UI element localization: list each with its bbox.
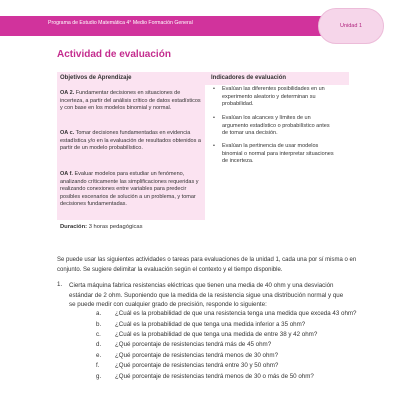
bullet-icon: •	[213, 143, 215, 149]
option-letter: g.	[96, 373, 102, 380]
objective-code: OA c.	[60, 130, 75, 136]
page-header	[0, 8, 400, 44]
option-letter: c.	[96, 331, 101, 338]
option-letter: d.	[96, 341, 102, 348]
duration	[60, 224, 143, 230]
option-text: ¿Qué porcentaje de resistencias tendrá entre 30 y 50 ohm?	[115, 362, 279, 369]
intro-paragraph: Se puede usar las siguientes actividades o tareas para evaluaciones de la unidad 1, cada una por sí misma o en conjunto. Se sugiere delimitar la evaluación según el contexto y el tiempo disponible.	[57, 257, 357, 273]
indicators-column	[209, 85, 349, 220]
table-header-row	[57, 72, 349, 85]
option-text: ¿Qué porcentaje de resistencias tendrá menos de 30 ohm?	[115, 352, 279, 359]
indicator-text: Evalúan los alcances y límites de un argumento estadístico o probabilístico antes de tomar una decisión.	[222, 115, 330, 137]
unit-badge	[318, 8, 384, 44]
objective-text: Evaluar modelos para estudiar un fenómeno, analizando críticamente las simplificaciones requeridas y realizando conexiones entre variables para predecir posibles escenarios de solución a un problema, y tomar decisiones fundamentadas.	[60, 171, 199, 208]
indicator-item	[209, 115, 349, 138]
program-title: Programa de Estudio Matemática 4° Medio Formación General	[48, 20, 193, 26]
indicator-text: Evalúan la pertinencia de usar modelos binomial o normal para interpretar situaciones de incerteza.	[222, 143, 334, 165]
option-text: ¿Cuál es la probabilidad de que una resistencia tenga una medida que exceda 43 ohm?	[115, 310, 357, 317]
option-letter: e.	[96, 352, 102, 359]
duration-value: 3 horas pedagógicas	[88, 224, 143, 230]
objective-code: OA 2.	[60, 90, 75, 96]
objectives-header: Objetivos de Aprendizaje	[60, 75, 132, 81]
question-number: 1.	[57, 281, 63, 288]
bullet-icon: •	[213, 115, 215, 121]
objective-item	[60, 130, 202, 153]
objective-text: Fundamentar decisiones en situaciones de incerteza, a partir del análisis crítico de datos estadísticos y con base en los modelos binomial y normal.	[60, 90, 201, 112]
objective-item	[60, 171, 202, 209]
objective-text: Tomar decisiones fundamentadas en evidencia estadística y/o en la evaluación de resultados obtenidos a partir de un modelo probabilístico.	[60, 130, 201, 152]
option-text: ¿Cuál es la probabilidad de que tenga una medida inferior a 35 ohm?	[115, 321, 306, 328]
option-letter: b.	[96, 321, 102, 328]
objective-code: OA f.	[60, 171, 73, 177]
bullet-icon: •	[213, 86, 215, 92]
objective-item	[60, 90, 202, 113]
option-text: ¿Cuál es la probabilidad de que tenga una medida de entre 38 y 42 ohm?	[115, 331, 318, 338]
duration-label: Duración:	[60, 224, 88, 230]
indicator-item	[209, 143, 349, 166]
page-title: Actividad de evaluación	[57, 49, 171, 60]
objectives-table	[57, 72, 349, 220]
indicator-text: Evalúan las diferentes posibilidades en un experimento aleatorio y determinan su probabilidad.	[222, 86, 325, 108]
option-text: ¿Qué porcentaje de resistencias tendrá menos de 30 o más de 50 ohm?	[115, 373, 314, 380]
question-text: Cierta máquina fabrica resistencias eléctricas que tienen una media de 40 ohm y una desviación estándar de 2 ohm. Suponiendo que la medida de la resistencia sigue una distribución normal y que se puede medir con cualquier grado de precisión, responde lo siguiente:	[69, 282, 344, 308]
option-letter: a.	[96, 310, 102, 317]
indicator-item	[209, 86, 349, 109]
objectives-column	[57, 85, 205, 220]
header-band	[0, 16, 340, 36]
option-text: ¿Qué porcentaje de resistencias tendrá más de 45 ohm?	[115, 341, 272, 348]
unit-label: Unidad 1	[339, 23, 363, 29]
option-letter: f.	[96, 362, 100, 369]
indicators-header: Indicadores de evaluación	[211, 75, 287, 81]
